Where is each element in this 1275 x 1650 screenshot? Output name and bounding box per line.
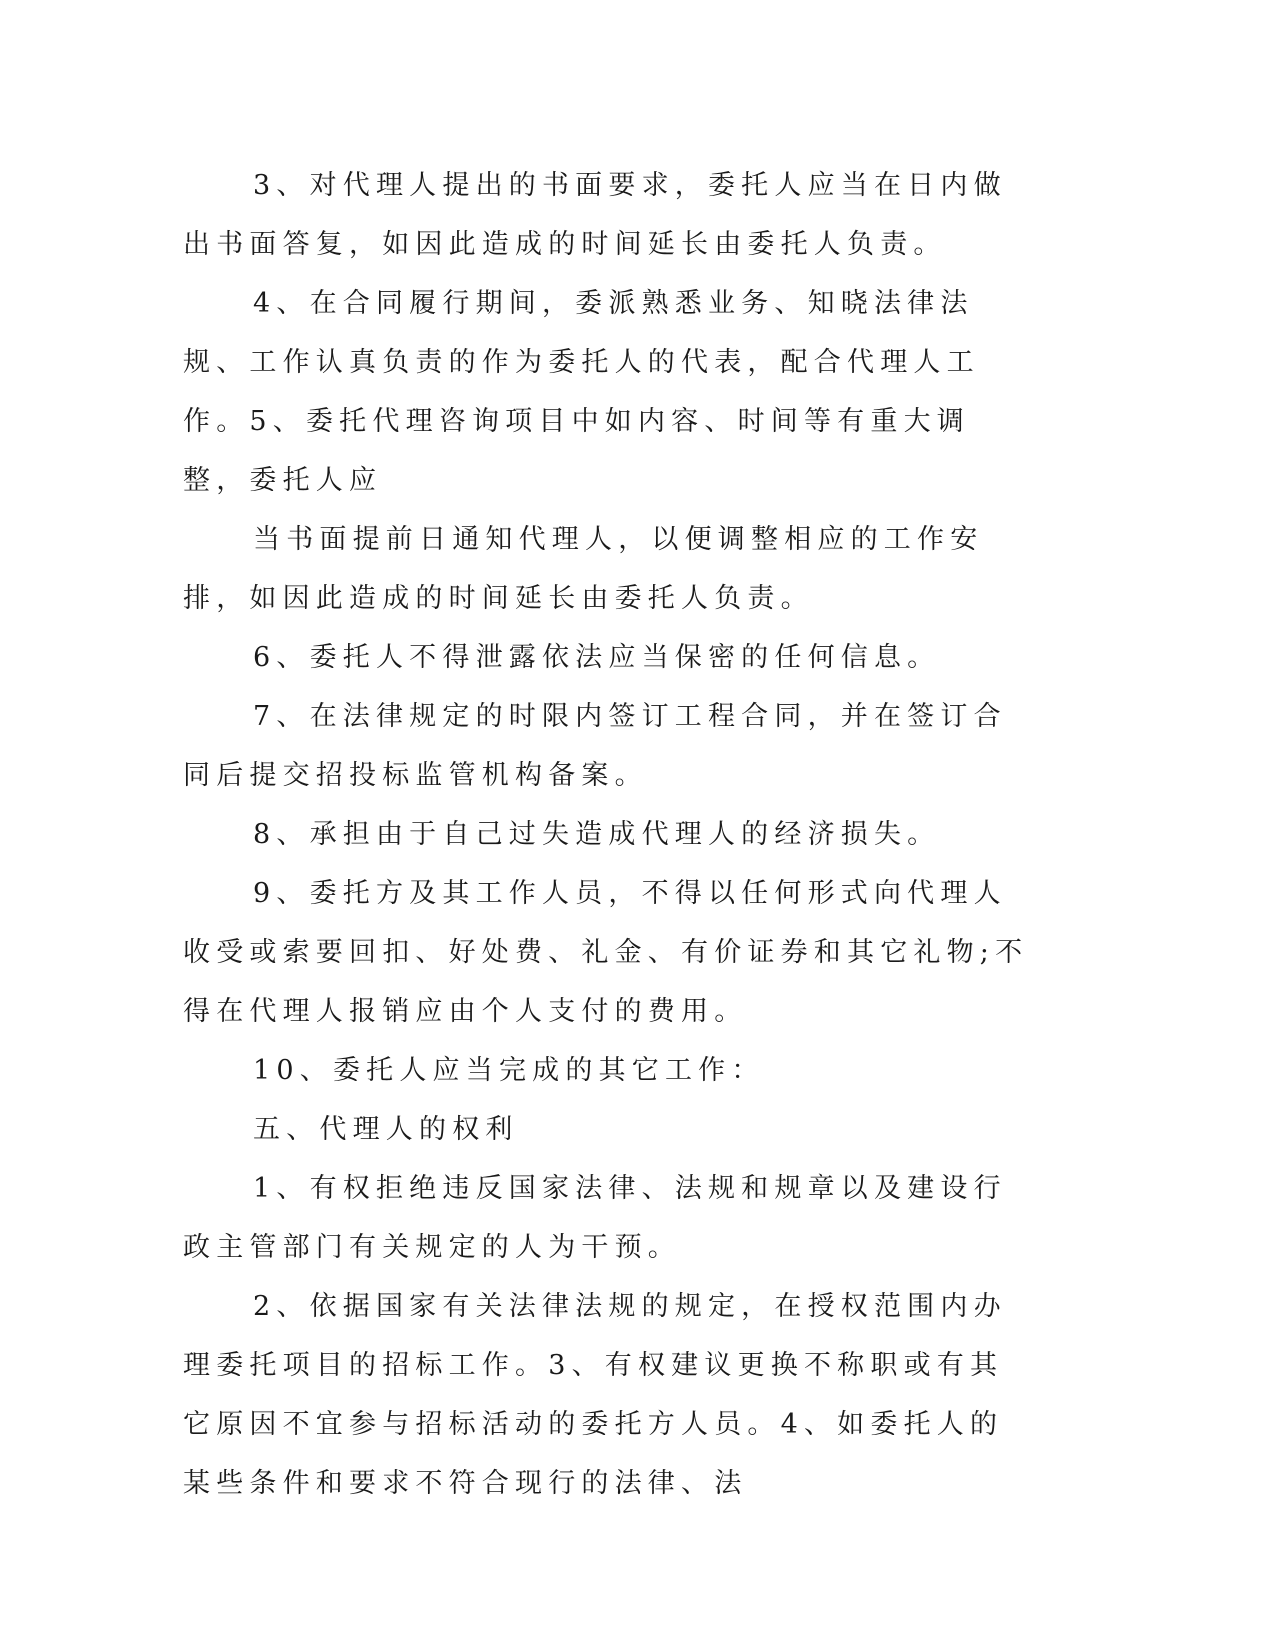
section-heading-agent-rights: 五、代理人的权利 xyxy=(253,1114,519,1145)
paragraph-clause-5-cont: 当书面提前日通知代理人，以便调整相应的工作安排，如因此造成的时间延长由委托人负责。 xyxy=(183,524,984,614)
paragraph-right-2-4: 2、依据国家有关法律法规的规定，在授权范围内办理委托项目的招标工作。3、有权建议更换不称职或有其它原因不宜参与招标活动的委托方人员。4、如委托人的某些条件和要求不符合现行的法律、法 xyxy=(183,1291,1007,1499)
paragraph-clause-8: 8、承担由于自己过失造成代理人的经济损失。 xyxy=(253,819,941,850)
paragraph-clause-9: 9、委托方及其工作人员，不得以任何形式向代理人收受或索要回扣、好处费、礼金、有价证券和其它礼物;不得在代理人报销应由个人支付的费用。 xyxy=(183,878,1029,1027)
paragraph-clause-7: 7、在法律规定的时限内签订工程合同，并在签订合同后提交招投标监管机构备案。 xyxy=(183,701,1007,791)
document-body xyxy=(183,156,1033,1513)
paragraph-clause-4-5: 4、在合同履行期间，委派熟悉业务、知晓法律法规、工作认真负责的作为委托人的代表，配合代理人工作。5、委托代理咨询项目中如内容、时间等有重大调整，委托人应 xyxy=(183,288,980,496)
paragraph-clause-6: 6、委托人不得泄露依法应当保密的任何信息。 xyxy=(253,642,941,673)
paragraph-clause-10: 10、委托人应当完成的其它工作： xyxy=(253,1055,765,1086)
paragraph-right-1: 1、有权拒绝违反国家法律、法规和规章以及建设行政主管部门有关规定的人为干预。 xyxy=(183,1173,1007,1263)
paragraph-clause-3: 3、对代理人提出的书面要求，委托人应当在日内做出书面答复，如因此造成的时间延长由委托人负责。 xyxy=(183,170,1007,260)
